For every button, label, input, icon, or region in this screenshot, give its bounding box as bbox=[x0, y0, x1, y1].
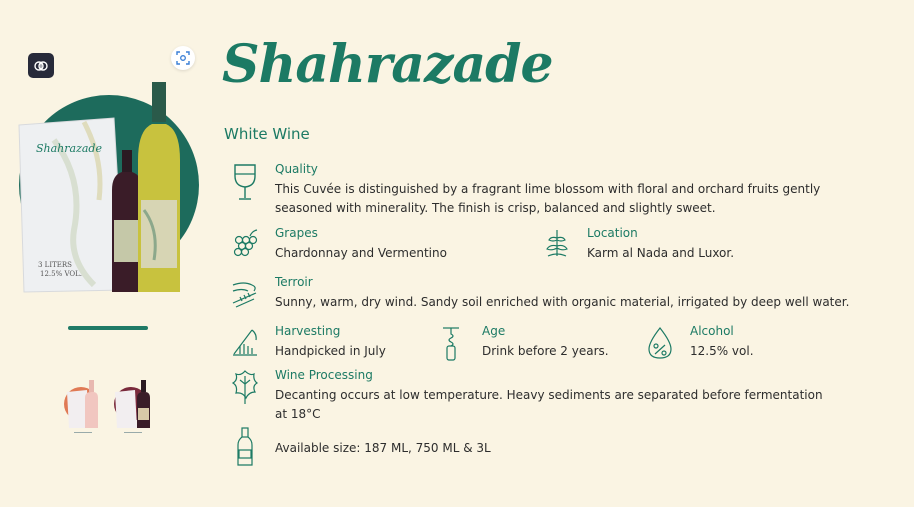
grapes-icon bbox=[230, 226, 260, 266]
processing-text: Decanting occurs at low temperature. Heavy sediments are separated before fermentation at 18°C bbox=[275, 388, 823, 421]
ai-badge-button[interactable] bbox=[28, 53, 54, 78]
grapes-label: Grapes bbox=[275, 226, 318, 240]
quality-text: This Cuvée is distinguished by a fragrant lime blossom with floral and orchard fruits gently seasoned with minerality. The finish is crisp, balanced and slightly sweet. bbox=[275, 182, 821, 215]
product-title: Shahrazade bbox=[222, 34, 553, 95]
size-text: Available size: 187 ML, 750 ML & 3L bbox=[275, 441, 491, 455]
bag-abv-label: 12.5% VOL. bbox=[40, 270, 83, 278]
alcohol-text: 12.5% vol. bbox=[690, 344, 754, 358]
location-row bbox=[542, 226, 842, 266]
location-plant-icon bbox=[542, 226, 572, 266]
harvesting-row bbox=[230, 324, 430, 364]
thumbnail-rose[interactable] bbox=[61, 378, 105, 432]
scan-icon bbox=[176, 51, 190, 65]
leaf-icon bbox=[230, 368, 260, 408]
thumbnail-underline bbox=[74, 432, 92, 433]
processing-label: Wine Processing bbox=[275, 368, 373, 382]
age-row bbox=[437, 324, 637, 364]
location-label: Location bbox=[587, 226, 638, 240]
terroir-label: Terroir bbox=[275, 275, 313, 289]
wind-icon bbox=[230, 275, 260, 315]
brain-icon bbox=[34, 59, 48, 73]
grapes-text: Chardonnay and Vermentino bbox=[275, 246, 447, 260]
thumbnail-underline bbox=[124, 432, 142, 433]
zoom-button[interactable] bbox=[171, 46, 195, 70]
terroir-row bbox=[230, 275, 910, 315]
alcohol-row bbox=[645, 324, 845, 364]
grapes-row bbox=[230, 226, 530, 266]
corkscrew-icon bbox=[437, 324, 467, 364]
product-gallery bbox=[0, 0, 214, 507]
location-text: Karm al Nada and Luxor. bbox=[587, 246, 735, 260]
wine-type: White Wine bbox=[224, 125, 310, 143]
age-label: Age bbox=[482, 324, 506, 338]
harvesting-label: Harvesting bbox=[275, 324, 341, 338]
hero-product-image[interactable] bbox=[14, 80, 204, 298]
alcohol-label: Alcohol bbox=[690, 324, 734, 338]
bag-brand-label: Shahrazade bbox=[36, 142, 102, 155]
quality-label: Quality bbox=[275, 162, 318, 176]
quality-row bbox=[230, 162, 910, 215]
harvest-icon bbox=[230, 324, 260, 364]
percent-drop-icon bbox=[645, 324, 675, 364]
carousel-progress-bar bbox=[68, 326, 148, 330]
size-row bbox=[230, 425, 730, 467]
terroir-text: Sunny, warm, dry wind. Sandy soil enriched with organic material, irrigated by deep well water. bbox=[275, 295, 850, 309]
wine-glass-icon bbox=[230, 162, 260, 202]
bottle-icon bbox=[230, 425, 260, 467]
bag-volume-label: 3 LITERS bbox=[38, 261, 72, 269]
age-text: Drink before 2 years. bbox=[482, 344, 609, 358]
processing-row bbox=[230, 368, 910, 424]
thumbnail-red[interactable] bbox=[111, 378, 155, 432]
harvesting-text: Handpicked in July bbox=[275, 344, 386, 358]
